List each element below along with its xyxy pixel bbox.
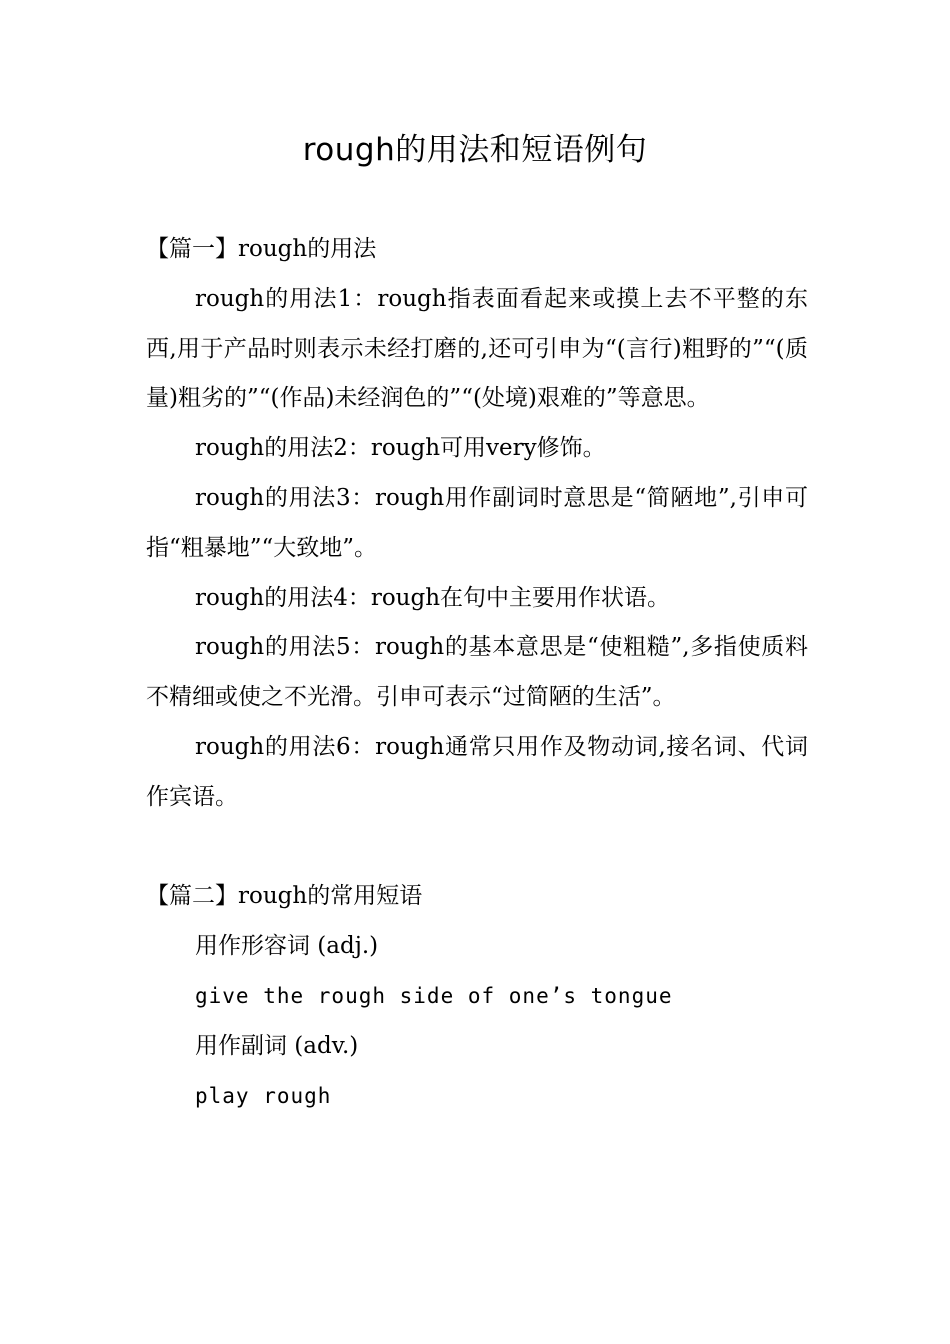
- paragraph-usage-5: rough的用法5：rough的基本意思是“使粗糙”,多指使质料不精细或使之不光滑。引申可表示“过简陋的生活”。: [146, 634, 808, 711]
- paragraph-usage-4: rough的用法4：rough在句中主要用作状语。: [195, 584, 671, 611]
- phrase-category-adj: 用作形容词 (adj.): [195, 933, 379, 960]
- paragraph-usage-1: rough的用法1：rough指表面看起来或摸上去不平整的东西,用于产品时则表示未经打磨的,还可引申为“(言行)粗野的”“(质量)粗劣的”“(作品)未经润色的”“(处境)艰难的”等意思。: [146, 285, 808, 412]
- document-body: [146, 225, 808, 1121]
- paragraph-usage-2: rough的用法2：rough可用very修饰。: [195, 435, 606, 462]
- document-title: rough的用法和短语例句: [302, 132, 648, 168]
- phrase-category-adv: 用作副词 (adv.): [195, 1032, 359, 1059]
- paragraph-usage-6: rough的用法6：rough通常只用作及物动词,接名词、代词作宾语。: [146, 733, 808, 810]
- phrase-example-adv: play rough: [195, 1083, 332, 1108]
- section-heading-1: 【篇一】rough的用法: [146, 236, 377, 262]
- paragraph-usage-3: rough的用法3：rough用作副词时意思是“简陋地”,引申可指“粗暴地”“大致地”。: [146, 484, 808, 561]
- phrase-example-adj: give the rough side of one’s tongue: [195, 983, 673, 1008]
- blank-line: [146, 823, 808, 873]
- section-heading-2: 【篇二】rough的常用短语: [146, 883, 423, 910]
